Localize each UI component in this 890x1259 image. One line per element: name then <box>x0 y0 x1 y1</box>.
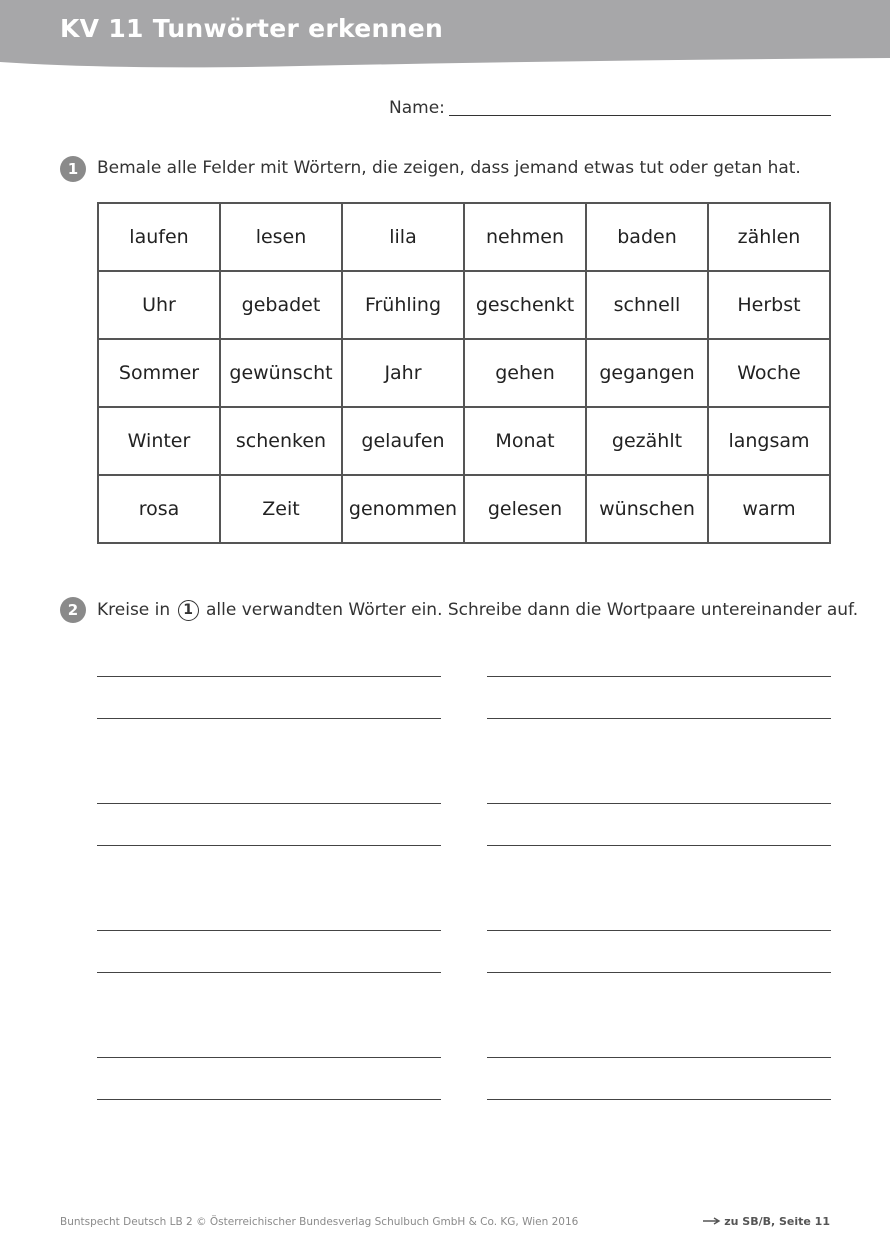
writing-line[interactable] <box>487 930 831 931</box>
word-cell[interactable]: lila <box>342 203 464 271</box>
word-cell[interactable]: Woche <box>708 339 830 407</box>
word-cell[interactable]: gehen <box>464 339 586 407</box>
word-cell[interactable]: baden <box>586 203 708 271</box>
word-cell[interactable]: Herbst <box>708 271 830 339</box>
task-2-instruction-before: Kreise in <box>97 600 171 620</box>
name-label: Name: <box>389 98 445 118</box>
word-grid <box>97 202 831 544</box>
word-cell[interactable]: schnell <box>586 271 708 339</box>
word-cell[interactable]: Winter <box>98 407 220 475</box>
grid-row <box>98 203 830 271</box>
writing-line[interactable] <box>487 803 831 804</box>
word-cell[interactable]: wünschen <box>586 475 708 543</box>
writing-line[interactable] <box>487 845 831 846</box>
task-1-instruction: Bemale alle Felder mit Wörtern, die zeigen, dass jemand etwas tut oder getan hat. <box>97 158 801 178</box>
page-title: KV 11 Tunwörter erkennen <box>60 14 444 43</box>
grid-row <box>98 271 830 339</box>
word-cell[interactable]: genommen <box>342 475 464 543</box>
writing-line[interactable] <box>97 1099 441 1100</box>
word-cell[interactable]: lesen <box>220 203 342 271</box>
word-cell[interactable]: schenken <box>220 407 342 475</box>
word-cell[interactable]: zählen <box>708 203 830 271</box>
writing-line[interactable] <box>97 930 441 931</box>
writing-line[interactable] <box>97 1057 441 1058</box>
word-cell[interactable]: Sommer <box>98 339 220 407</box>
writing-line[interactable] <box>487 1057 831 1058</box>
word-cell[interactable]: langsam <box>708 407 830 475</box>
task-2-instruction <box>97 600 858 621</box>
writing-line[interactable] <box>487 972 831 973</box>
writing-line[interactable] <box>97 972 441 973</box>
word-cell[interactable]: gebadet <box>220 271 342 339</box>
footer-reference-text: zu SB/B, Seite 11 <box>724 1215 830 1228</box>
word-cell[interactable]: warm <box>708 475 830 543</box>
word-cell[interactable]: nehmen <box>464 203 586 271</box>
task-number-2: 2 <box>60 597 86 623</box>
word-cell[interactable]: gewünscht <box>220 339 342 407</box>
writing-line[interactable] <box>487 718 831 719</box>
word-cell[interactable]: Jahr <box>342 339 464 407</box>
writing-line[interactable] <box>97 803 441 804</box>
writing-line[interactable] <box>97 676 441 677</box>
word-cell[interactable]: Uhr <box>98 271 220 339</box>
writing-line[interactable] <box>487 676 831 677</box>
writing-line[interactable] <box>487 1099 831 1100</box>
task-2-instruction-after: alle verwandten Wörter ein. Schreibe dann die Wortpaare untereinander auf. <box>205 600 859 620</box>
word-cell[interactable]: gezählt <box>586 407 708 475</box>
word-cell[interactable]: rosa <box>98 475 220 543</box>
task-number-1: 1 <box>60 156 86 182</box>
task-reference-circle: 1 <box>178 600 199 621</box>
grid-row <box>98 339 830 407</box>
word-cell[interactable]: Frühling <box>342 271 464 339</box>
writing-line[interactable] <box>97 845 441 846</box>
word-cell[interactable]: Zeit <box>220 475 342 543</box>
word-cell[interactable]: gelesen <box>464 475 586 543</box>
footer-reference <box>703 1215 830 1228</box>
header-band <box>0 0 890 72</box>
word-cell[interactable]: geschenkt <box>464 271 586 339</box>
footer-copyright: Buntspecht Deutsch LB 2 © Österreichischer Bundesverlag Schulbuch GmbH & Co. KG, Wien 2016 <box>60 1216 579 1228</box>
writing-line[interactable] <box>97 718 441 719</box>
word-cell[interactable]: gegangen <box>586 339 708 407</box>
name-field <box>389 98 831 120</box>
name-input-line[interactable] <box>449 115 831 116</box>
word-cell[interactable]: Monat <box>464 407 586 475</box>
grid-row <box>98 475 830 543</box>
word-cell[interactable]: gelaufen <box>342 407 464 475</box>
grid-row <box>98 407 830 475</box>
arrow-right-icon <box>703 1215 721 1228</box>
word-cell[interactable]: laufen <box>98 203 220 271</box>
